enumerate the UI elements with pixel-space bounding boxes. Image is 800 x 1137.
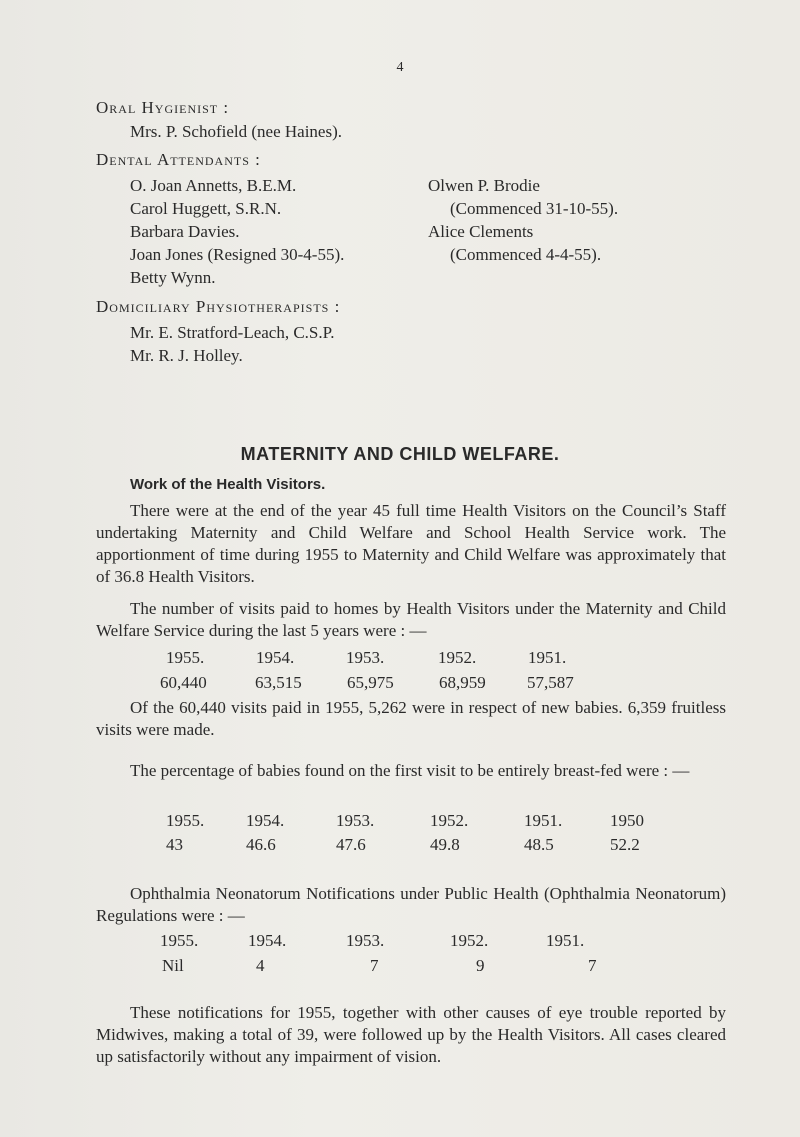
visits-value: 68,959 (439, 673, 486, 692)
visits-value: 60,440 (160, 673, 207, 692)
oral-hygienist-name: Mrs. P. Schofield (nee Haines). (130, 122, 342, 141)
visits-value: 63,515 (255, 673, 302, 692)
page-number: 4 (396, 60, 404, 75)
ophthalmia-value: 7 (370, 956, 379, 975)
breastfed-year: 1953. (336, 811, 375, 830)
attendant-right-1: (Commenced 31-10-55). (450, 199, 619, 218)
breastfed-year: 1954. (246, 811, 285, 830)
visits-year: 1954. (256, 648, 295, 667)
breastfed-value: 47.6 (336, 835, 366, 854)
paragraph-6 (96, 1002, 726, 1068)
ophthalmia-year: 1955. (160, 931, 199, 950)
ophthalmia-value: 7 (588, 956, 597, 975)
visits-value: 57,587 (527, 673, 574, 692)
breastfed-value: 43 (166, 835, 183, 854)
paragraph-5-text: Ophthalmia Neonatorum Notifications under Public Health (Ophthalmia Neonatorum) Regulations were : — (96, 884, 726, 925)
attendant-right-2: Alice Clements (428, 222, 534, 241)
visits-year: 1953. (346, 648, 385, 667)
attendant-left-2: Barbara Davies. (130, 222, 240, 241)
paragraph-6-text: These notifications for 1955, together with other causes of eye trouble reported by Midwives, making a total of 39, were followed up by the Health Visitors. All cases cleared up satisfactorily without any impairment of vision. (96, 1003, 726, 1066)
breastfed-year: 1951. (524, 811, 563, 830)
breastfed-years-row (166, 811, 644, 831)
attendant-right-0: Olwen P. Brodie (428, 176, 540, 195)
ophthalmia-year: 1952. (450, 931, 489, 950)
paragraph-2 (96, 598, 726, 642)
breastfed-value: 52.2 (610, 835, 640, 854)
visits-year: 1955. (166, 648, 205, 667)
visits-values-row (160, 673, 574, 693)
breastfed-year: 1955. (166, 811, 205, 830)
breastfed-year: 1952. (430, 811, 469, 830)
paragraph-1 (96, 500, 726, 588)
attendant-left-4: Betty Wynn. (130, 268, 216, 287)
ophthalmia-values-row (162, 956, 597, 976)
section-title: MATERNITY AND CHILD WELFARE. (240, 444, 560, 464)
ophthalmia-year: 1953. (346, 931, 385, 950)
visits-years-row (166, 648, 566, 668)
visits-year: 1952. (438, 648, 477, 667)
ophthalmia-year: 1954. (248, 931, 287, 950)
breastfed-value: 48.5 (524, 835, 554, 854)
physiotherapists-heading: Domiciliary Physiotherapists : (96, 297, 341, 316)
attendant-left-0: O. Joan Annetts, B.E.M. (130, 176, 297, 195)
ophthalmia-value: 9 (476, 956, 485, 975)
physiotherapist-1: Mr. R. J. Holley. (130, 346, 243, 365)
oral-hygienist-heading: Oral Hygienist : (96, 98, 230, 117)
ophthalmia-years-row (160, 931, 584, 951)
dental-attendants-heading: Dental Attendants : (96, 150, 261, 169)
ophthalmia-year: 1951. (546, 931, 585, 950)
attendant-left-3: Joan Jones (Resigned 30-4-55). (130, 245, 345, 264)
breastfed-values-row (166, 835, 640, 855)
attendant-right-3: (Commenced 4-4-55). (450, 245, 602, 264)
breastfed-value: 49.8 (430, 835, 460, 854)
paragraph-2-text: The number of visits paid to homes by Health Visitors under the Maternity and Child Welfare Service during the last 5 years were : — (96, 599, 726, 640)
subsection-title: Work of the Health Visitors. (130, 476, 326, 493)
attendant-left-1: Carol Huggett, S.R.N. (130, 199, 282, 218)
paragraph-5 (96, 883, 726, 927)
paragraph-1-text: There were at the end of the year 45 full time Health Visitors on the Council’s Staff undertaking Maternity and Child Welfare and School Health Service work. The apportionment of time during 1955 to Maternity and Child Welfare was approximately that of 36.8 Health Visitors. (96, 501, 726, 586)
paragraph-4-text: The percentage of babies found on the first visit to be entirely breast-fed were : — (130, 761, 690, 780)
paragraph-4 (96, 760, 726, 782)
ophthalmia-value: 4 (256, 956, 265, 975)
physiotherapist-0: Mr. E. Stratford-Leach, C.S.P. (130, 323, 335, 342)
visits-year: 1951. (528, 648, 567, 667)
paragraph-3-text: Of the 60,440 visits paid in 1955, 5,262 were in respect of new babies. 6,359 fruitless visits were made. (96, 698, 726, 739)
visits-value: 65,975 (347, 673, 394, 692)
breastfed-year: 1950 (610, 811, 644, 830)
ophthalmia-value: Nil (162, 956, 184, 975)
paragraph-3 (96, 697, 726, 741)
breastfed-value: 46.6 (246, 835, 276, 854)
